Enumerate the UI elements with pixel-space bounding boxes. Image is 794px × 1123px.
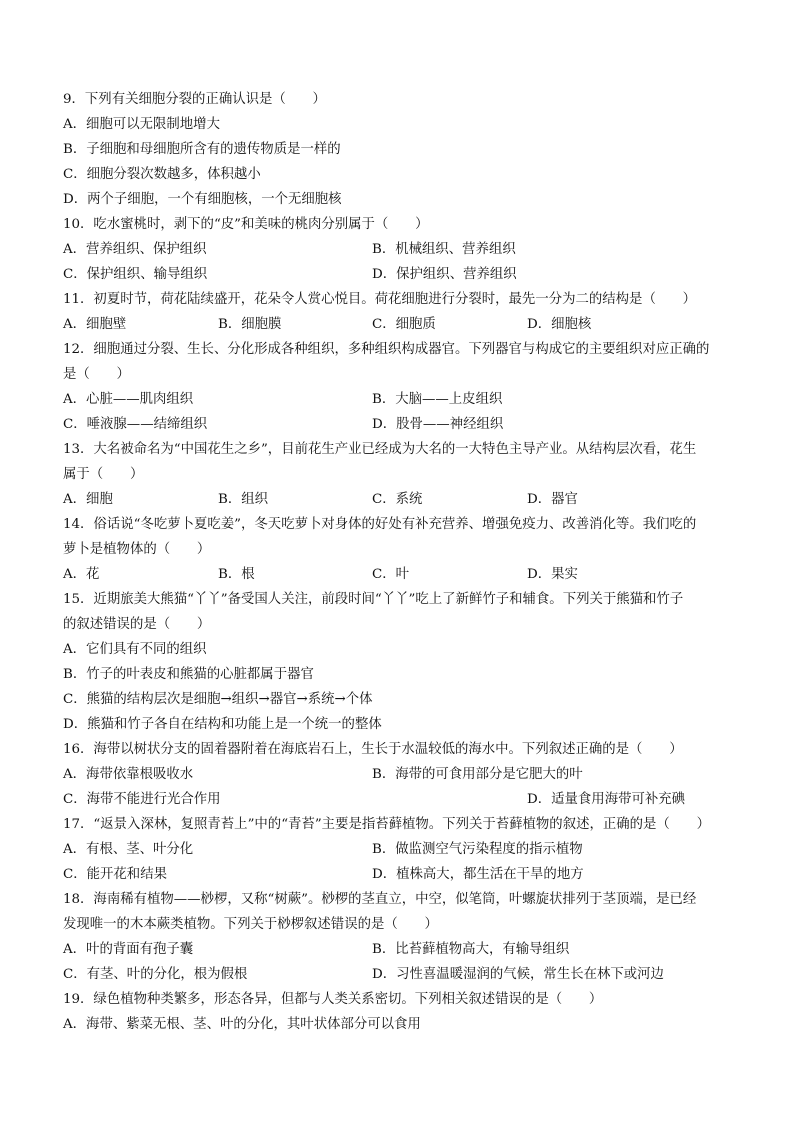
- question-14-option-c: C．叶: [372, 567, 410, 582]
- question-17-stem: 17．“返景入深林，复照青苔上”中的“青苔”主要是指苔藓植物。下列关于苔藓植物的叙述，正确的是（ ）: [63, 817, 710, 832]
- question-15-option-c: C．熊猫的结构层次是细胞→组织→器官→系统→个体: [63, 692, 373, 707]
- question-12-option-c: C．唾液腺——结缔组织: [63, 417, 208, 432]
- question-18-option-a: A．叶的背面有孢子囊: [63, 942, 194, 957]
- question-19-stem: 19．绿色植物种类繁多，形态各异，但都与人类关系密切。下列相关叙述错误的是（ ）: [63, 992, 603, 1007]
- question-10-option-a: A．营养组织、保护组织: [63, 242, 207, 257]
- question-12-stem-line1: 12．细胞通过分裂、生长、分化形成各种组织，多种组织构成器官。下列器官与构成它的主要组织对应正确的: [63, 342, 710, 357]
- question-17-option-d: D．植株高大，都生活在干旱的地方: [372, 867, 584, 882]
- question-18-option-d: D．习性喜温暖湿润的气候，常生长在林下或河边: [372, 967, 664, 982]
- question-9-option-c: C．细胞分裂次数越多，体积越小: [63, 167, 261, 182]
- question-10-stem: 10．吃水蜜桃时，剥下的“皮”和美味的桃肉分别属于（ ）: [63, 217, 429, 232]
- question-10-option-b: B．机械组织、营养组织: [372, 242, 516, 257]
- question-9-stem: 9．下列有关细胞分裂的正确认识是（ ）: [63, 92, 326, 107]
- question-17-option-a: A．有根、茎、叶分化: [63, 842, 194, 857]
- question-19-option-a: A．海带、紫菜无根、茎、叶的分化，其叶状体部分可以食用: [63, 1017, 421, 1032]
- question-12-stem-line2: 是（ ）: [63, 367, 130, 382]
- question-10-option-d: D．保护组织、营养组织: [372, 267, 517, 282]
- question-10-option-c: C．保护组织、输导组织: [63, 267, 208, 282]
- question-13-stem-line1: 13．大名被命名为“中国花生之乡”，目前花生产业已经成为大名的一大特色主导产业。从结构层次看，花生: [63, 442, 697, 457]
- question-11-option-a: A．细胞壁: [63, 317, 127, 332]
- question-9-option-a: A．细胞可以无限制地增大: [63, 117, 220, 132]
- question-15-option-a: A．它们具有不同的组织: [63, 642, 207, 657]
- question-17-option-b: B．做监测空气污染程度的指示植物: [372, 842, 583, 857]
- question-15-stem-line1: 15．近期旅美大熊猫“丫丫”备受国人关注，前段时间“丫丫”吃上了新鲜竹子和辅食。下列关于熊猫和竹子: [63, 592, 684, 607]
- question-14-stem-line1: 14．俗话说“冬吃萝卜夏吃姜”，冬天吃萝卜对身体的好处有补充营养、增强免疫力、改善消化等。我们吃的: [63, 517, 697, 532]
- question-14-option-d: D．果实: [527, 567, 578, 582]
- question-13-stem-line2: 属于（ ）: [63, 467, 144, 482]
- question-13-option-b: B．组织: [218, 492, 269, 507]
- question-15-option-b: B．竹子的叶表皮和熊猫的心脏都属于器官: [63, 667, 314, 682]
- question-16-stem: 16．海带以树状分支的固着器附着在海底岩石上，生长于水温较低的海水中。下列叙述正确的是（ ）: [63, 742, 683, 757]
- question-17-option-c: C．能开花和结果: [63, 867, 167, 882]
- question-9-option-d: D．两个子细胞，一个有细胞核，一个无细胞核: [63, 192, 342, 207]
- question-12-option-b: B．大脑——上皮组织: [372, 392, 503, 407]
- question-13-option-c: C．系统: [372, 492, 423, 507]
- question-11-option-c: C．细胞质: [372, 317, 436, 332]
- question-15-stem-line2: 的叙述错误的是（ ）: [63, 617, 211, 632]
- question-11-stem: 11．初夏时节，荷花陆续盛开，花朵令人赏心悦目。荷花细胞进行分裂时，最先一分为二的结构是（ ）: [63, 292, 697, 307]
- question-11-option-d: D．细胞核: [527, 317, 592, 332]
- question-18-stem-line2: 发现唯一的木本蕨类植物。下列关于桫椤叙述错误的是（ ）: [63, 917, 438, 932]
- question-11-option-b: B．细胞膜: [218, 317, 282, 332]
- question-18-stem-line1: 18．海南稀有植物——桫椤，又称“树蕨”。桫椤的茎直立，中空，似笔筒，叶螺旋状排列于茎顶端，是已经: [63, 892, 697, 907]
- question-13-option-a: A．细胞: [63, 492, 113, 507]
- question-14-stem-line2: 萝卜是植物体的（ ）: [63, 542, 211, 557]
- question-16-option-a: A．海带依靠根吸收水: [63, 767, 194, 782]
- question-14-option-a: A．花: [63, 567, 100, 582]
- question-9-option-b: B．子细胞和母细胞所含有的遗传物质是一样的: [63, 142, 341, 157]
- question-16-option-b: B．海带的可食用部分是它肥大的叶: [372, 767, 583, 782]
- question-16-option-c: C．海带不能进行光合作用: [63, 792, 221, 807]
- question-12-option-a: A．心脏——肌肉组织: [63, 392, 194, 407]
- question-18-option-b: B．比苔藓植物高大，有输导组织: [372, 942, 570, 957]
- question-16-option-d: D．适量食用海带可补充碘: [527, 792, 686, 807]
- question-13-option-d: D．器官: [527, 492, 578, 507]
- question-18-option-c: C．有茎、叶的分化，根为假根: [63, 967, 248, 982]
- question-14-option-b: B．根: [218, 567, 255, 582]
- question-15-option-d: D．熊猫和竹子各自在结构和功能上是一个统一的整体: [63, 717, 382, 732]
- question-12-option-d: D．股骨——神经组织: [372, 417, 504, 432]
